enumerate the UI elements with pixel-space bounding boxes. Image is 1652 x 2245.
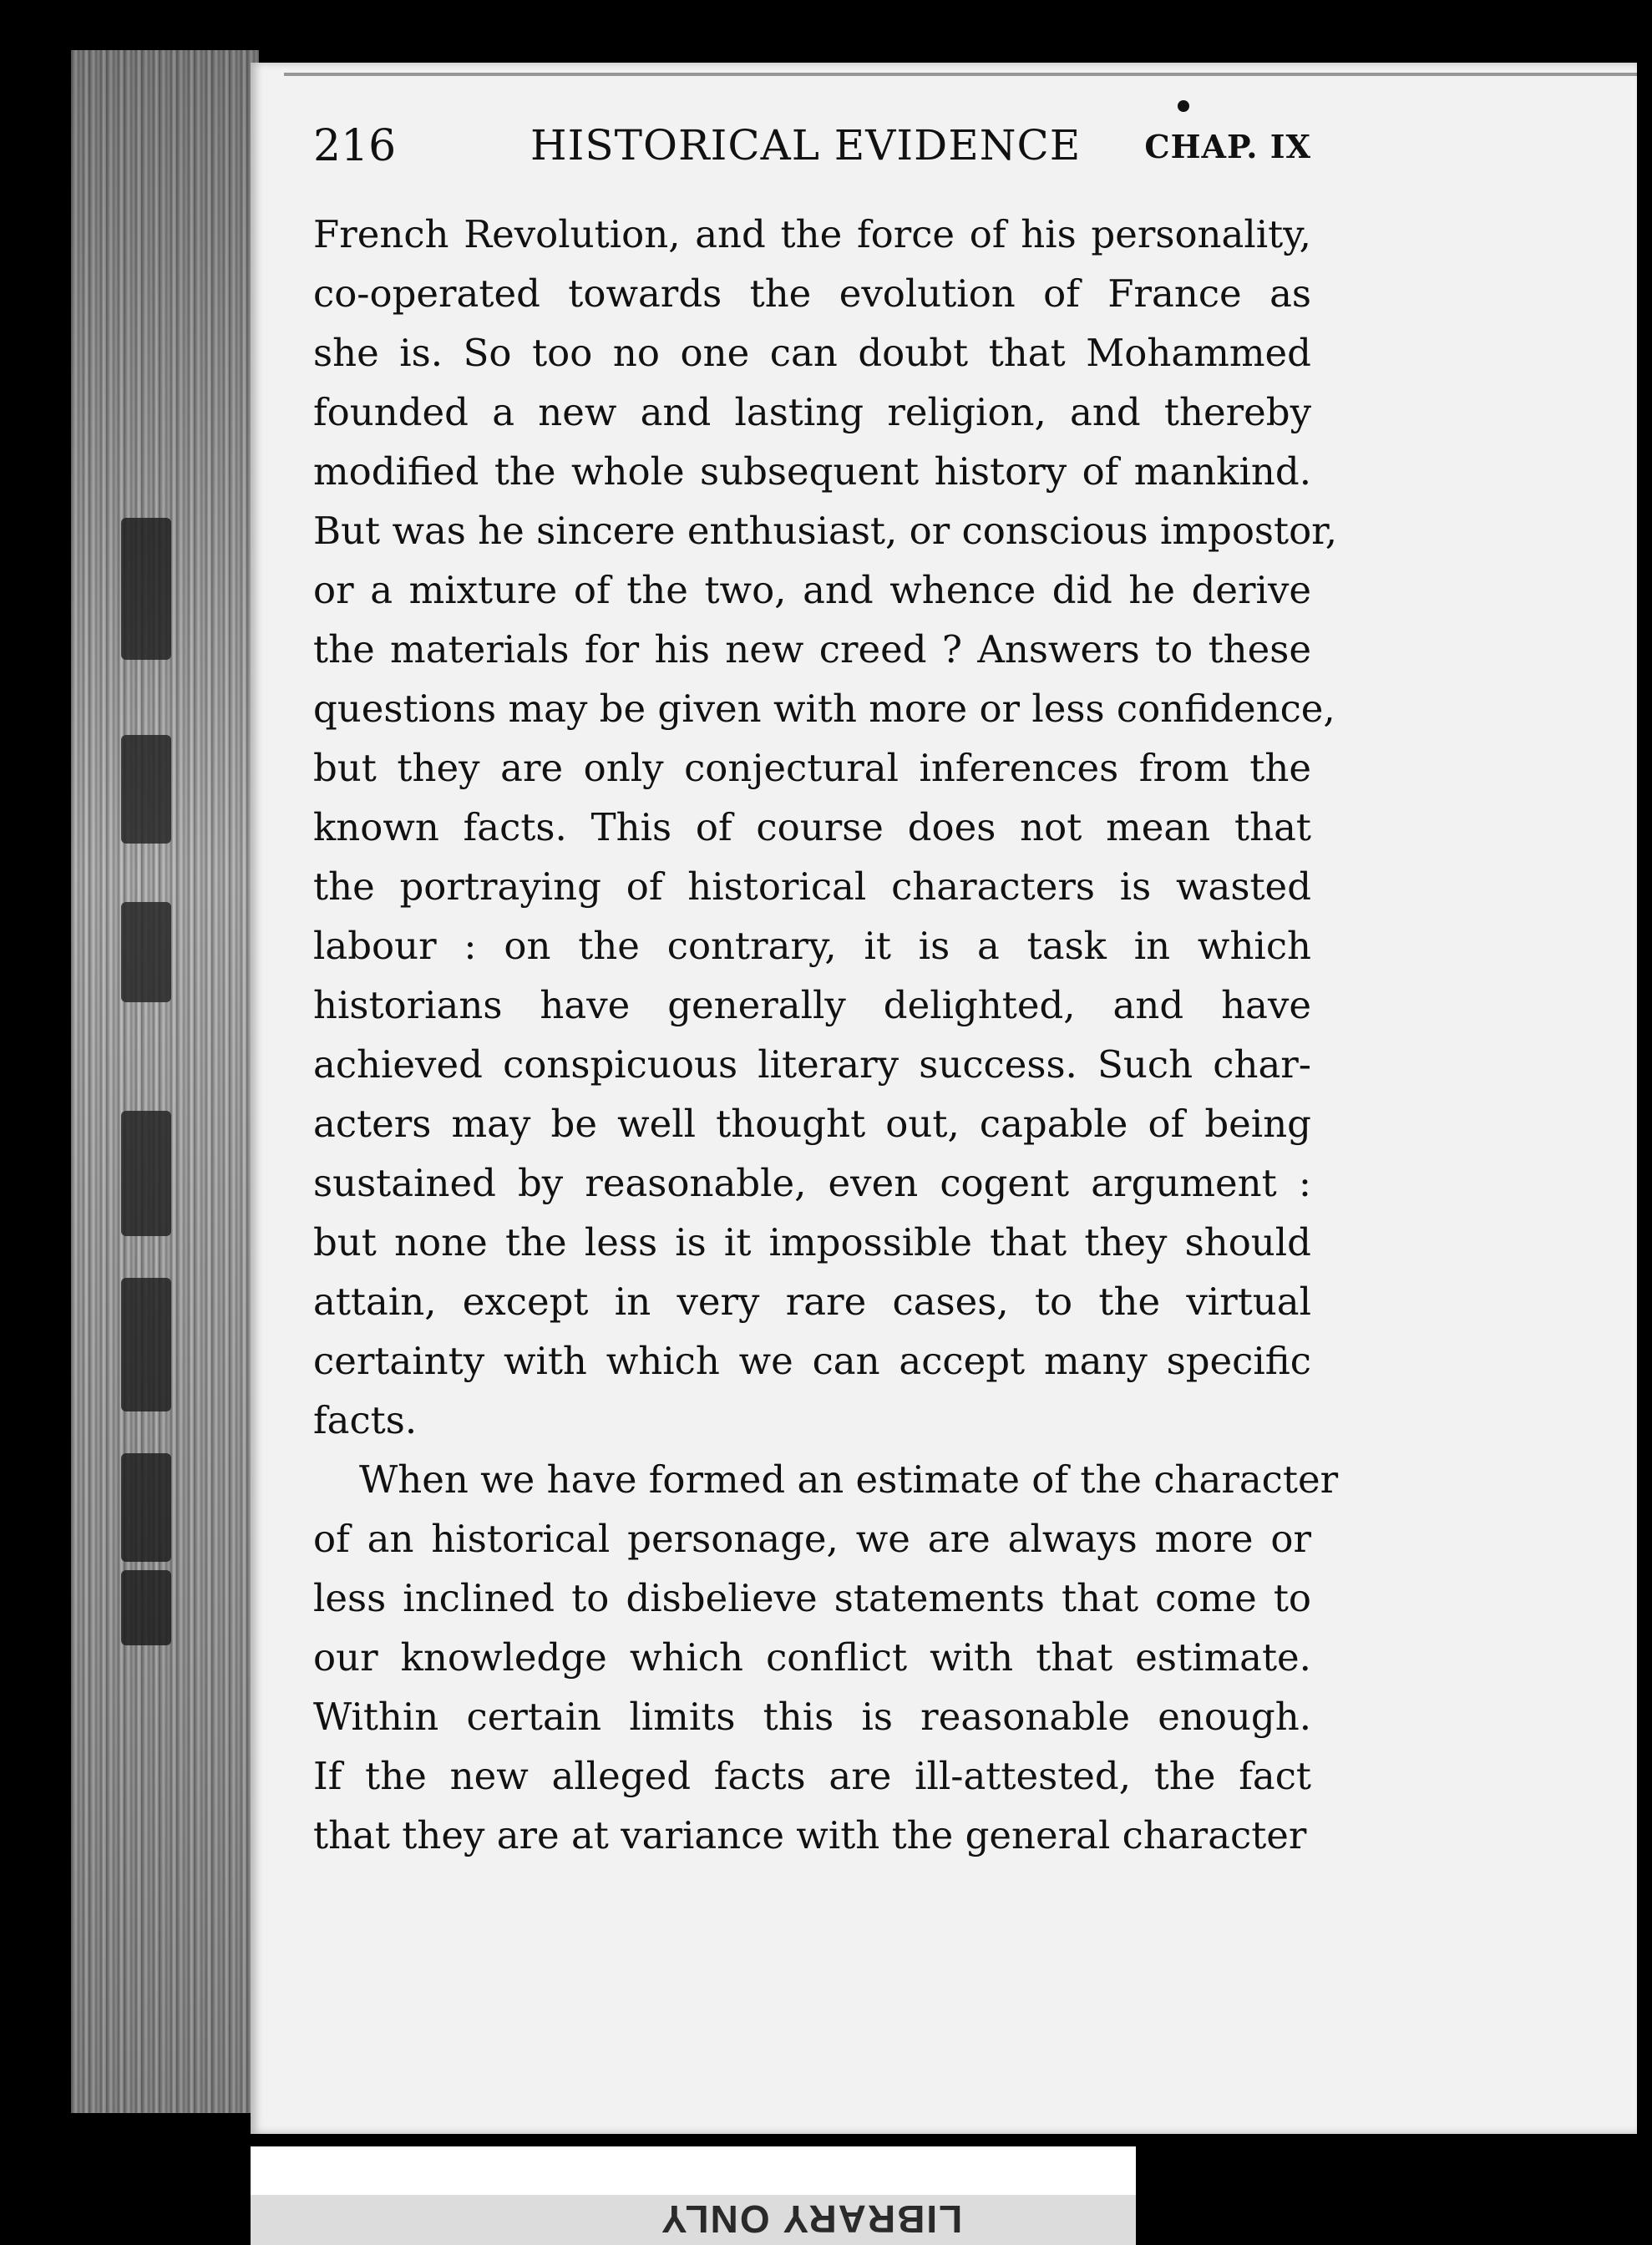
text-line: but none the less is it impossible that they should (313, 1220, 1311, 1264)
text-line: sustained by reasonable, even cogent argument : (313, 1161, 1311, 1205)
running-title: HISTORICAL EVIDENCE (530, 121, 1082, 170)
spine-mark (121, 518, 171, 660)
text-line: labour : on the contrary, it is a task in which (313, 924, 1311, 968)
body-text (313, 205, 1339, 1865)
page-top-edge (284, 73, 1637, 76)
text-line: of an historical personage, we are always more or (313, 1517, 1311, 1561)
text-line: acters may be well thought out, capable of being (313, 1102, 1311, 1146)
ink-dot (1178, 100, 1189, 112)
text-line: questions may be given with more or less confidence, (313, 687, 1335, 731)
text-line: facts. (313, 1398, 418, 1442)
text-line: modified the whole subsequent history of mankind. (313, 449, 1311, 494)
text-line: historians have generally delighted, and have (313, 983, 1311, 1027)
paragraph (313, 205, 1338, 1450)
text-line: the portraying of historical characters is wasted (313, 864, 1311, 909)
spine-mark (121, 902, 171, 1002)
text-line: but they are only conjectural inferences from the (313, 746, 1311, 790)
spine-mark (121, 735, 171, 844)
text-line: she is. So too no one can doubt that Mohammed (313, 331, 1311, 375)
text-line: certainty with which we can accept many specific (313, 1339, 1311, 1383)
text-line: the materials for his new creed ? Answers to these (313, 627, 1311, 671)
text-line: co-operated towards the evolution of France as (313, 271, 1311, 316)
spine-mark (121, 1570, 171, 1645)
text-line: attain, except in very rare cases, to the virtual (313, 1280, 1311, 1324)
paragraph (313, 1450, 1339, 1865)
spine-mark (121, 1111, 171, 1236)
text-line: known facts. This of course does not mean that (313, 805, 1311, 849)
text-line: When we have formed an estimate of the character (359, 1457, 1339, 1502)
text-line: that they are at variance with the general character (313, 1813, 1307, 1857)
text-line: less inclined to disbelieve statements that come to (313, 1576, 1311, 1620)
text-line: our knowledge which conflict with that estimate. (313, 1635, 1311, 1680)
text-line: Within certain limits this is reasonable enough. (313, 1695, 1311, 1739)
running-head (313, 121, 1311, 188)
text-line: If the new alleged facts are ill-attested, the fact (313, 1754, 1311, 1798)
chapter-label: CHAP. IX (1144, 128, 1311, 165)
library-stamp (251, 2146, 1136, 2245)
text-line: But was he sincere enthusiast, or conscious impostor, (313, 509, 1338, 553)
spine-mark (121, 1453, 171, 1562)
text-line: founded a new and lasting religion, and thereby (313, 390, 1311, 434)
text-line: French Revolution, and the force of his personality, (313, 212, 1311, 256)
text-line: or a mixture of the two, and whence did he derive (313, 568, 1311, 612)
text-line: achieved conspicuous literary success. Such char- (313, 1042, 1311, 1087)
page-number: 216 (313, 121, 397, 171)
stamp-text: LIBRARY ONLY (660, 2197, 963, 2241)
spine-mark (121, 1278, 171, 1411)
book-spine-edge (71, 50, 259, 2113)
